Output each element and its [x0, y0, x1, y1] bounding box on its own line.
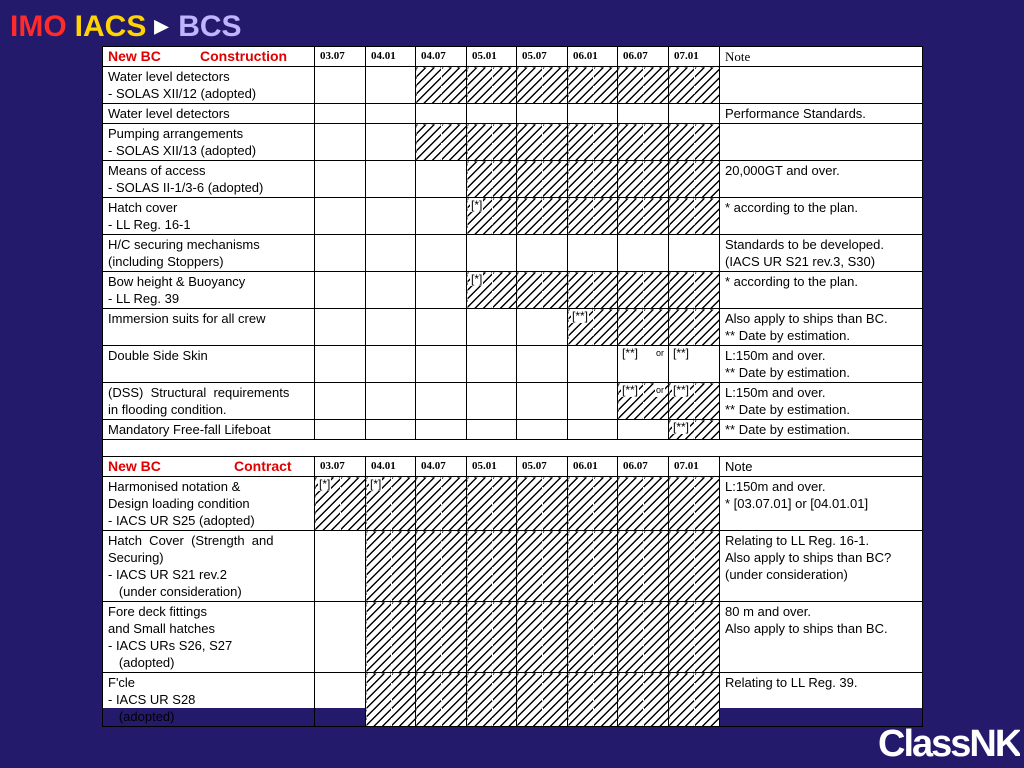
item-label-line: Immersion suits for all crew	[108, 311, 266, 326]
item-label-line: Securing)	[108, 550, 164, 565]
schedule-cell-applicable	[618, 67, 669, 104]
date-header: 05.07	[517, 457, 568, 477]
item-note-line: * according to the plan.	[725, 200, 858, 215]
schedule-cell-applicable	[416, 67, 467, 104]
item-note-line: Also apply to ships than BC?	[725, 550, 892, 565]
item-label-line: and Small hatches	[108, 621, 215, 636]
date-header: 05.01	[467, 47, 517, 67]
schedule-cell-applicable	[618, 602, 669, 673]
section1-header-b: Construction	[200, 48, 288, 64]
table-row	[103, 67, 923, 104]
schedule-cell-applicable	[568, 602, 618, 673]
item-note-line: 80 m and over.	[725, 604, 811, 619]
schedule-mark: [**]	[622, 346, 639, 360]
schedule-cell-applicable	[669, 477, 720, 531]
item-label	[103, 383, 315, 420]
item-note-line: L:150m and over.	[725, 385, 826, 400]
schedule-cell	[568, 104, 618, 124]
schedule-cell	[366, 346, 416, 383]
schedule-cell	[315, 383, 366, 420]
item-label-line: Water level detectors	[108, 106, 230, 121]
schedule-cell-applicable	[568, 124, 618, 161]
schedule-cell-applicable	[568, 477, 618, 531]
schedule-cell	[416, 161, 467, 198]
schedule-cell-applicable	[416, 124, 467, 161]
schedule-cell-applicable	[618, 673, 669, 727]
item-label-line: - IACS UR S21 rev.2	[108, 567, 227, 582]
schedule-cell-applicable	[618, 383, 669, 420]
schedule-cell	[467, 346, 517, 383]
schedule-cell	[467, 309, 517, 346]
schedule-cell-applicable	[669, 124, 720, 161]
item-note-line: ** Date by estimation.	[725, 328, 851, 343]
section1-header	[103, 47, 315, 67]
schedule-cell-applicable	[517, 198, 568, 235]
schedule-cell	[315, 602, 366, 673]
table-row	[103, 104, 923, 124]
schedule-cell	[416, 235, 467, 272]
item-label-line: - SOLAS II-1/3-6 (adopted)	[108, 180, 264, 195]
schedule-cell-applicable	[568, 161, 618, 198]
schedule-mark: [**]	[622, 383, 639, 397]
item-label-line: (including Stoppers)	[108, 254, 224, 269]
item-note	[720, 420, 923, 440]
item-note	[720, 104, 923, 124]
item-label-line: - IACS UR S28	[108, 692, 196, 707]
section1-header-a: New BC	[108, 48, 161, 64]
item-note	[720, 272, 923, 309]
schedule-cell	[366, 161, 416, 198]
table-row	[103, 272, 923, 309]
section2-header-a: New BC	[108, 458, 161, 474]
schedule-cell-applicable	[517, 67, 568, 104]
schedule-cell	[315, 309, 366, 346]
item-note-line: L:150m and over.	[725, 479, 826, 494]
schedule-cell	[467, 420, 517, 440]
item-label	[103, 602, 315, 673]
item-label-line: Mandatory Free-fall Lifeboat	[108, 422, 271, 437]
schedule-cell-applicable	[517, 272, 568, 309]
date-header: 04.01	[366, 457, 416, 477]
schedule-cell-applicable	[416, 602, 467, 673]
item-label-line: Water level detectors	[108, 69, 230, 84]
table-row	[103, 235, 923, 272]
section2-header-row	[103, 457, 923, 477]
schedule-cell-applicable	[618, 124, 669, 161]
schedule-cell	[315, 161, 366, 198]
item-note-line: ** Date by estimation.	[725, 365, 851, 380]
logo-text: ClassNK	[878, 723, 1020, 764]
title-imo: IMO	[10, 10, 67, 43]
schedule-cell	[315, 104, 366, 124]
item-note	[720, 346, 923, 383]
schedule-cell	[618, 346, 669, 383]
table-row	[103, 346, 923, 383]
schedule-cell	[568, 346, 618, 383]
schedule-cell	[315, 420, 366, 440]
schedule-cell	[366, 383, 416, 420]
schedule-cell	[517, 309, 568, 346]
date-header: 03.07	[315, 457, 366, 477]
item-label	[103, 104, 315, 124]
note-header: Note	[720, 47, 923, 67]
schedule-cell	[467, 104, 517, 124]
title-iacs: IACS	[74, 10, 147, 43]
item-label-line: (DSS) Structural requirements	[108, 385, 290, 400]
schedule-cell	[618, 235, 669, 272]
schedule-cell-applicable	[467, 124, 517, 161]
table-row	[103, 673, 923, 727]
schedule-cell-applicable	[517, 161, 568, 198]
table-row	[103, 383, 923, 420]
schedule-cell	[467, 383, 517, 420]
schedule-cell-applicable	[669, 673, 720, 727]
item-label	[103, 235, 315, 272]
schedule-cell-applicable	[669, 272, 720, 309]
item-label-line: Fore deck fittings	[108, 604, 207, 619]
schedule-cell	[315, 67, 366, 104]
item-label	[103, 124, 315, 161]
schedule-cell-applicable	[669, 531, 720, 602]
date-header: 06.07	[618, 457, 669, 477]
item-label-line: Bow height & Buoyancy	[108, 274, 246, 289]
schedule-cell-applicable	[568, 309, 618, 346]
item-label-line: - LL Reg. 16-1	[108, 217, 191, 232]
schedule-cell	[568, 383, 618, 420]
date-header: 03.07	[315, 47, 366, 67]
schedule-cell-applicable	[517, 602, 568, 673]
schedule-mark: [**]	[673, 346, 690, 360]
item-note-line: Relating to LL Reg. 16-1.	[725, 533, 870, 548]
date-header: 04.01	[366, 47, 416, 67]
schedule-cell	[517, 104, 568, 124]
item-label-line: Harmonised notation &	[108, 479, 241, 494]
item-label-line: Hatch Cover (Strength and	[108, 533, 274, 548]
item-label-line: - IACS URs S26, S27	[108, 638, 233, 653]
schedule-cell-applicable	[669, 67, 720, 104]
item-label	[103, 673, 315, 727]
schedule-mark: [*]	[319, 477, 331, 491]
table-row	[103, 124, 923, 161]
schedule-cell	[416, 272, 467, 309]
item-note	[720, 602, 923, 673]
schedule-cell	[416, 309, 467, 346]
schedule-cell-applicable	[315, 477, 366, 531]
section2-header	[103, 457, 315, 477]
schedule-cell-applicable	[568, 673, 618, 727]
table-row	[103, 602, 923, 673]
item-note	[720, 124, 923, 161]
table-row	[103, 161, 923, 198]
item-note	[720, 67, 923, 104]
schedule-cell	[366, 309, 416, 346]
item-label-line: (adopted)	[108, 655, 175, 670]
schedule-cell-applicable	[416, 673, 467, 727]
table-row	[103, 420, 923, 440]
schedule-mark: [**]	[673, 420, 690, 434]
table-row	[103, 531, 923, 602]
schedule-cell	[315, 272, 366, 309]
schedule-cell	[366, 272, 416, 309]
item-label	[103, 420, 315, 440]
item-note-line: (under consideration)	[725, 567, 848, 582]
schedule-cell-applicable	[669, 420, 720, 440]
schedule-cell	[517, 383, 568, 420]
item-label-line: Hatch cover	[108, 200, 178, 215]
schedule-cell-applicable	[467, 198, 517, 235]
date-header: 07.01	[669, 457, 720, 477]
date-header: 05.01	[467, 457, 517, 477]
schedule-cell	[315, 124, 366, 161]
schedule-cell	[517, 346, 568, 383]
schedule-cell-applicable	[669, 602, 720, 673]
schedule-cell-applicable	[467, 161, 517, 198]
schedule-cell	[517, 420, 568, 440]
item-note	[720, 235, 923, 272]
schedule-cell	[315, 198, 366, 235]
schedule-cell	[315, 673, 366, 727]
section2-header-b: Contract	[234, 458, 292, 474]
schedule-cell	[618, 104, 669, 124]
schedule-cell-applicable	[467, 272, 517, 309]
item-note-line: Also apply to ships than BC.	[725, 621, 888, 636]
schedule-cell	[315, 346, 366, 383]
date-header: 04.07	[416, 457, 467, 477]
schedule-mark-or: or	[655, 385, 664, 395]
schedule-cell-applicable	[517, 673, 568, 727]
schedule-cell	[416, 104, 467, 124]
schedule-cell	[315, 235, 366, 272]
item-label	[103, 272, 315, 309]
schedule-cell-applicable	[517, 124, 568, 161]
date-header: 06.01	[568, 457, 618, 477]
schedule-cell-applicable	[618, 309, 669, 346]
item-label	[103, 309, 315, 346]
schedule-cell-applicable	[467, 477, 517, 531]
schedule-cell	[366, 235, 416, 272]
schedule-cell-applicable	[467, 602, 517, 673]
schedule-mark: [*]	[370, 477, 382, 491]
date-header: 06.01	[568, 47, 618, 67]
spacer-row	[103, 440, 923, 457]
item-label-line: Design loading condition	[108, 496, 250, 511]
item-label	[103, 477, 315, 531]
item-note-line: Also apply to ships than BC.	[725, 311, 888, 326]
schedule-mark: [*]	[471, 272, 483, 286]
schedule-table	[102, 46, 923, 727]
schedule-cell-applicable	[416, 531, 467, 602]
item-note-line: Relating to LL Reg. 39.	[725, 675, 858, 690]
schedule-cell	[669, 104, 720, 124]
item-label	[103, 161, 315, 198]
schedule-cell-applicable	[618, 531, 669, 602]
schedule-cell	[568, 420, 618, 440]
item-label-line: Means of access	[108, 163, 206, 178]
schedule-cell-applicable	[366, 673, 416, 727]
item-label-line: - SOLAS XII/13 (adopted)	[108, 143, 257, 158]
schedule-cell-applicable	[669, 198, 720, 235]
schedule-cell	[517, 235, 568, 272]
schedule-cell	[416, 198, 467, 235]
schedule-cell-applicable	[366, 477, 416, 531]
note-header: Note	[720, 457, 923, 477]
spacer-cell	[103, 440, 923, 457]
item-note-line: ** Date by estimation.	[725, 422, 851, 437]
item-label	[103, 346, 315, 383]
schedule-cell	[366, 198, 416, 235]
schedule-cell	[315, 531, 366, 602]
table-row	[103, 309, 923, 346]
item-label	[103, 67, 315, 104]
table-row	[103, 477, 923, 531]
section1-header-row	[103, 47, 923, 67]
schedule-cell	[416, 383, 467, 420]
item-note	[720, 383, 923, 420]
schedule-cell-applicable	[467, 67, 517, 104]
schedule-cell-applicable	[568, 67, 618, 104]
item-note-line: * according to the plan.	[725, 274, 858, 289]
date-header: 06.07	[618, 47, 669, 67]
date-header: 05.07	[517, 47, 568, 67]
item-note-line: ** Date by estimation.	[725, 402, 851, 417]
caret-right-icon: ▶	[154, 16, 169, 36]
schedule-cell-applicable	[416, 477, 467, 531]
schedule-cell-applicable	[517, 477, 568, 531]
schedule-cell	[366, 67, 416, 104]
schedule-cell-applicable	[366, 531, 416, 602]
schedule-cell	[366, 104, 416, 124]
schedule-cell	[366, 124, 416, 161]
schedule-cell-applicable	[669, 161, 720, 198]
schedule-mark: [**]	[673, 383, 690, 397]
schedule-sheet	[102, 46, 922, 724]
schedule-cell-applicable	[618, 272, 669, 309]
item-note	[720, 477, 923, 531]
item-note-line: 20,000GT and over.	[725, 163, 840, 178]
schedule-cell-applicable	[568, 198, 618, 235]
item-label-line: F'cle	[108, 675, 136, 690]
item-label-line: - SOLAS XII/12 (adopted)	[108, 86, 257, 101]
item-label-line: Pumping arrangements	[108, 126, 244, 141]
schedule-cell	[416, 420, 467, 440]
item-note	[720, 531, 923, 602]
schedule-cell-applicable	[669, 383, 720, 420]
date-header: 04.07	[416, 47, 467, 67]
schedule-cell-applicable	[568, 531, 618, 602]
slide-title	[10, 8, 242, 44]
item-label-line: (adopted)	[108, 709, 175, 724]
schedule-cell-applicable	[669, 309, 720, 346]
item-label-line: (under consideration)	[108, 584, 242, 599]
schedule-cell-applicable	[618, 161, 669, 198]
schedule-cell-applicable	[618, 477, 669, 531]
item-note-line: * [03.07.01] or [04.01.01]	[725, 496, 869, 511]
table-row	[103, 198, 923, 235]
schedule-cell	[416, 346, 467, 383]
item-label-line: - LL Reg. 39	[108, 291, 180, 306]
schedule-cell-applicable	[467, 673, 517, 727]
schedule-cell-applicable	[568, 272, 618, 309]
schedule-cell	[568, 235, 618, 272]
date-header: 07.01	[669, 47, 720, 67]
title-bcs: BCS	[178, 10, 242, 43]
schedule-cell-applicable	[618, 198, 669, 235]
item-label	[103, 198, 315, 235]
item-note-line: Standards to be developed.	[725, 237, 885, 252]
item-label-line: Double Side Skin	[108, 348, 208, 363]
item-note-line: (IACS UR S21 rev.3, S30)	[725, 254, 876, 269]
schedule-cell-applicable	[467, 531, 517, 602]
schedule-cell-applicable	[366, 602, 416, 673]
schedule-cell	[467, 235, 517, 272]
classnk-logo	[876, 718, 1020, 764]
item-note	[720, 198, 923, 235]
schedule-cell	[618, 420, 669, 440]
schedule-cell-applicable	[517, 531, 568, 602]
item-note	[720, 161, 923, 198]
schedule-mark-or: or	[655, 348, 664, 358]
item-label-line: in flooding condition.	[108, 402, 227, 417]
item-note	[720, 309, 923, 346]
item-label	[103, 531, 315, 602]
schedule-cell	[669, 346, 720, 383]
item-label-line: - IACS UR S25 (adopted)	[108, 513, 255, 528]
schedule-cell	[669, 235, 720, 272]
item-label-line: H/C securing mechanisms	[108, 237, 260, 252]
item-note-line: Performance Standards.	[725, 106, 866, 121]
schedule-mark: [**]	[572, 309, 589, 323]
schedule-cell	[366, 420, 416, 440]
schedule-mark: [*]	[471, 198, 483, 212]
item-note-line: L:150m and over.	[725, 348, 826, 363]
